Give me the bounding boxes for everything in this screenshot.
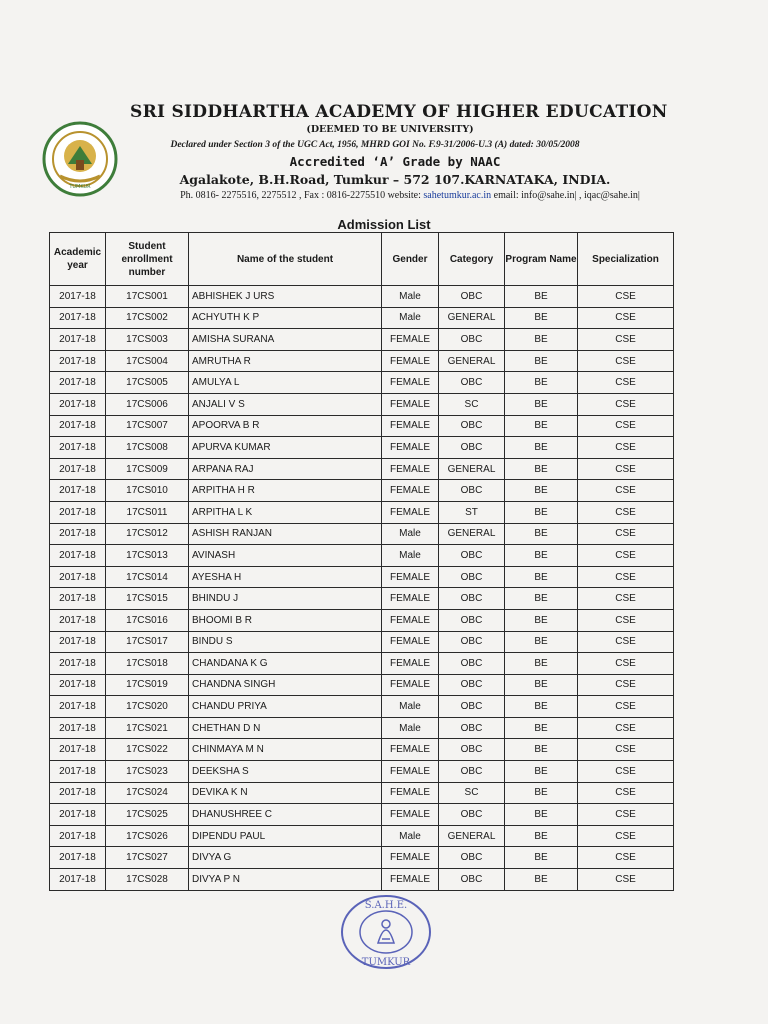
specialization-cell: CSE <box>578 350 674 372</box>
academic-year-cell: 2017-18 <box>50 782 106 804</box>
program-name-cell: BE <box>505 415 578 437</box>
student-name-cell: CHANDNA SINGH <box>189 674 382 696</box>
category-cell: ST <box>439 501 505 523</box>
enrollment-number-cell: 17CS006 <box>106 393 189 415</box>
student-name-cell: DIVYA G <box>189 847 382 869</box>
table-row <box>50 415 674 437</box>
enrollment-number-cell: 17CS013 <box>106 545 189 567</box>
gender-cell: Male <box>382 717 439 739</box>
gender-cell: FEMALE <box>382 415 439 437</box>
program-name-cell: BE <box>505 782 578 804</box>
student-name-cell: ARPANA RAJ <box>189 458 382 480</box>
university-logo <box>38 120 122 198</box>
academic-year-cell: 2017-18 <box>50 761 106 783</box>
table-row <box>50 307 674 329</box>
program-name-cell: BE <box>505 825 578 847</box>
specialization-cell: CSE <box>578 480 674 502</box>
program-name-cell: BE <box>505 437 578 459</box>
category-cell: GENERAL <box>439 307 505 329</box>
gender-cell: FEMALE <box>382 761 439 783</box>
col-enrollment-number: Student enrollment number <box>106 233 189 286</box>
category-cell: OBC <box>439 480 505 502</box>
student-name-cell: CHANDU PRIYA <box>189 696 382 718</box>
specialization-cell: CSE <box>578 782 674 804</box>
specialization-cell: CSE <box>578 588 674 610</box>
academic-year-cell: 2017-18 <box>50 523 106 545</box>
category-cell: GENERAL <box>439 458 505 480</box>
enrollment-number-cell: 17CS009 <box>106 458 189 480</box>
specialization-cell: CSE <box>578 523 674 545</box>
specialization-cell: CSE <box>578 825 674 847</box>
specialization-cell: CSE <box>578 847 674 869</box>
institution-status: (DEEMED TO BE UNIVERSITY) <box>306 124 474 135</box>
table-row <box>50 566 674 588</box>
category-cell: OBC <box>439 545 505 567</box>
academic-year-cell: 2017-18 <box>50 653 106 675</box>
academic-year-cell: 2017-18 <box>50 350 106 372</box>
specialization-cell: CSE <box>578 437 674 459</box>
col-gender: Gender <box>382 233 439 286</box>
academic-year-cell: 2017-18 <box>50 501 106 523</box>
specialization-cell: CSE <box>578 631 674 653</box>
academic-year-cell: 2017-18 <box>50 804 106 826</box>
svg-text:TUMKUR: TUMKUR <box>361 957 411 968</box>
program-name-cell: BE <box>505 588 578 610</box>
specialization-cell: CSE <box>578 329 674 351</box>
table-row <box>50 782 674 804</box>
table-row <box>50 653 674 675</box>
program-name-cell: BE <box>505 350 578 372</box>
enrollment-number-cell: 17CS001 <box>106 286 189 308</box>
specialization-cell: CSE <box>578 501 674 523</box>
category-cell: OBC <box>439 804 505 826</box>
category-cell: OBC <box>439 674 505 696</box>
col-academic-year: Academic year <box>50 233 106 286</box>
program-name-cell: BE <box>505 307 578 329</box>
academic-year-cell: 2017-18 <box>50 286 106 308</box>
enrollment-number-cell: 17CS021 <box>106 717 189 739</box>
gender-cell: FEMALE <box>382 458 439 480</box>
enrollment-number-cell: 17CS018 <box>106 653 189 675</box>
student-name-cell: AVINASH <box>189 545 382 567</box>
gender-cell: FEMALE <box>382 739 439 761</box>
specialization-cell: CSE <box>578 566 674 588</box>
student-name-cell: BHOOMI B R <box>189 609 382 631</box>
program-name-cell: BE <box>505 329 578 351</box>
specialization-cell: CSE <box>578 761 674 783</box>
program-name-cell: BE <box>505 501 578 523</box>
student-name-cell: AMULYA L <box>189 372 382 394</box>
category-cell: OBC <box>439 761 505 783</box>
student-name-cell: ABHISHEK J URS <box>189 286 382 308</box>
enrollment-number-cell: 17CS008 <box>106 437 189 459</box>
student-name-cell: APOORVA B R <box>189 415 382 437</box>
address-line: Agalakote, B.H.Road, Tumkur – 572 107.KARNATAKA, INDIA. <box>179 172 611 187</box>
enrollment-number-cell: 17CS007 <box>106 415 189 437</box>
table-row <box>50 761 674 783</box>
table-row <box>50 696 674 718</box>
gender-cell: FEMALE <box>382 393 439 415</box>
gender-cell: FEMALE <box>382 804 439 826</box>
gender-cell: FEMALE <box>382 674 439 696</box>
specialization-cell: CSE <box>578 458 674 480</box>
academic-year-cell: 2017-18 <box>50 372 106 394</box>
gender-cell: FEMALE <box>382 631 439 653</box>
specialization-cell: CSE <box>578 372 674 394</box>
enrollment-number-cell: 17CS027 <box>106 847 189 869</box>
student-name-cell: DIPENDU PAUL <box>189 825 382 847</box>
gender-cell: Male <box>382 307 439 329</box>
table-row <box>50 739 674 761</box>
student-name-cell: DHANUSHREE C <box>189 804 382 826</box>
program-name-cell: BE <box>505 458 578 480</box>
table-row <box>50 609 674 631</box>
student-name-cell: DEVIKA K N <box>189 782 382 804</box>
gender-cell: FEMALE <box>382 329 439 351</box>
student-name-cell: APURVA KUMAR <box>189 437 382 459</box>
program-name-cell: BE <box>505 393 578 415</box>
category-cell: OBC <box>439 286 505 308</box>
enrollment-number-cell: 17CS025 <box>106 804 189 826</box>
program-name-cell: BE <box>505 739 578 761</box>
student-name-cell: ANJALI V S <box>189 393 382 415</box>
col-category: Category <box>439 233 505 286</box>
student-name-cell: AMISHA SURANA <box>189 329 382 351</box>
program-name-cell: BE <box>505 372 578 394</box>
specialization-cell: CSE <box>578 653 674 675</box>
academic-year-cell: 2017-18 <box>50 329 106 351</box>
academic-year-cell: 2017-18 <box>50 545 106 567</box>
svg-text:TUMKUR: TUMKUR <box>69 184 91 190</box>
table-row <box>50 393 674 415</box>
category-cell: OBC <box>439 609 505 631</box>
category-cell: OBC <box>439 415 505 437</box>
col-program-name: Program Name <box>505 233 578 286</box>
academic-year-cell: 2017-18 <box>50 825 106 847</box>
program-name-cell: BE <box>505 286 578 308</box>
enrollment-number-cell: 17CS015 <box>106 588 189 610</box>
program-name-cell: BE <box>505 717 578 739</box>
specialization-cell: CSE <box>578 739 674 761</box>
academic-year-cell: 2017-18 <box>50 480 106 502</box>
academic-year-cell: 2017-18 <box>50 437 106 459</box>
program-name-cell: BE <box>505 869 578 891</box>
enrollment-number-cell: 17CS005 <box>106 372 189 394</box>
program-name-cell: BE <box>505 653 578 675</box>
table-row <box>50 804 674 826</box>
category-cell: OBC <box>439 717 505 739</box>
specialization-cell: CSE <box>578 804 674 826</box>
enrollment-number-cell: 17CS024 <box>106 782 189 804</box>
specialization-cell: CSE <box>578 286 674 308</box>
student-name-cell: AYESHA H <box>189 566 382 588</box>
program-name-cell: BE <box>505 696 578 718</box>
enrollment-number-cell: 17CS002 <box>106 307 189 329</box>
student-name-cell: ACHYUTH K P <box>189 307 382 329</box>
specialization-cell: CSE <box>578 415 674 437</box>
academic-year-cell: 2017-18 <box>50 674 106 696</box>
gender-cell: Male <box>382 523 439 545</box>
program-name-cell: BE <box>505 674 578 696</box>
col-specialization: Specialization <box>578 233 674 286</box>
gender-cell: FEMALE <box>382 869 439 891</box>
enrollment-number-cell: 17CS017 <box>106 631 189 653</box>
gender-cell: FEMALE <box>382 588 439 610</box>
table-row <box>50 350 674 372</box>
student-name-cell: DEEKSHA S <box>189 761 382 783</box>
category-cell: OBC <box>439 739 505 761</box>
gender-cell: Male <box>382 825 439 847</box>
university-seal <box>338 893 434 971</box>
gender-cell: FEMALE <box>382 480 439 502</box>
accreditation-line: Accredited ‘A’ Grade by NAAC <box>289 154 501 169</box>
student-name-cell: BINDU S <box>189 631 382 653</box>
category-cell: OBC <box>439 869 505 891</box>
gender-cell: Male <box>382 545 439 567</box>
table-row <box>50 847 674 869</box>
program-name-cell: BE <box>505 609 578 631</box>
category-cell: OBC <box>439 696 505 718</box>
category-cell: SC <box>439 393 505 415</box>
category-cell: GENERAL <box>439 523 505 545</box>
enrollment-number-cell: 17CS022 <box>106 739 189 761</box>
gender-cell: FEMALE <box>382 847 439 869</box>
category-cell: OBC <box>439 566 505 588</box>
program-name-cell: BE <box>505 480 578 502</box>
enrollment-number-cell: 17CS020 <box>106 696 189 718</box>
program-name-cell: BE <box>505 631 578 653</box>
specialization-cell: CSE <box>578 696 674 718</box>
table-body <box>50 286 674 891</box>
contact-phone-fax: Ph. 0816- 2275516, 2275512 , Fax : 0816-2275510 website: <box>180 190 424 201</box>
enrollment-number-cell: 17CS019 <box>106 674 189 696</box>
category-cell: OBC <box>439 437 505 459</box>
table-row <box>50 825 674 847</box>
student-name-cell: ASHISH RANJAN <box>189 523 382 545</box>
table-row <box>50 458 674 480</box>
table-row <box>50 674 674 696</box>
academic-year-cell: 2017-18 <box>50 566 106 588</box>
academic-year-cell: 2017-18 <box>50 415 106 437</box>
category-cell: OBC <box>439 372 505 394</box>
category-cell: GENERAL <box>439 825 505 847</box>
table-row <box>50 372 674 394</box>
table-row <box>50 480 674 502</box>
category-cell: OBC <box>439 329 505 351</box>
table-row <box>50 286 674 308</box>
enrollment-number-cell: 17CS004 <box>106 350 189 372</box>
table-row <box>50 501 674 523</box>
contact-line <box>100 190 720 201</box>
enrollment-number-cell: 17CS014 <box>106 566 189 588</box>
program-name-cell: BE <box>505 523 578 545</box>
specialization-cell: CSE <box>578 674 674 696</box>
program-name-cell: BE <box>505 847 578 869</box>
academic-year-cell: 2017-18 <box>50 696 106 718</box>
academic-year-cell: 2017-18 <box>50 393 106 415</box>
category-cell: OBC <box>439 847 505 869</box>
student-name-cell: AMRUTHA R <box>189 350 382 372</box>
student-name-cell: CHETHAN D N <box>189 717 382 739</box>
table-row <box>50 588 674 610</box>
enrollment-number-cell: 17CS026 <box>106 825 189 847</box>
admission-table <box>49 232 674 891</box>
gender-cell: FEMALE <box>382 566 439 588</box>
table-row <box>50 329 674 351</box>
table-row <box>50 545 674 567</box>
list-title: Admission List <box>337 217 431 232</box>
academic-year-cell: 2017-18 <box>50 307 106 329</box>
academic-year-cell: 2017-18 <box>50 739 106 761</box>
enrollment-number-cell: 17CS003 <box>106 329 189 351</box>
table-row <box>50 717 674 739</box>
specialization-cell: CSE <box>578 717 674 739</box>
enrollment-number-cell: 17CS012 <box>106 523 189 545</box>
enrollment-number-cell: 17CS016 <box>106 609 189 631</box>
specialization-cell: CSE <box>578 393 674 415</box>
specialization-cell: CSE <box>578 609 674 631</box>
gender-cell: FEMALE <box>382 609 439 631</box>
gender-cell: FEMALE <box>382 501 439 523</box>
category-cell: OBC <box>439 588 505 610</box>
svg-text:S.A.H.E.: S.A.H.E. <box>364 900 408 911</box>
enrollment-number-cell: 17CS010 <box>106 480 189 502</box>
specialization-cell: CSE <box>578 307 674 329</box>
academic-year-cell: 2017-18 <box>50 588 106 610</box>
student-name-cell: ARPITHA H R <box>189 480 382 502</box>
category-cell: OBC <box>439 631 505 653</box>
student-name-cell: BHINDU J <box>189 588 382 610</box>
program-name-cell: BE <box>505 545 578 567</box>
declaration-line: Declared under Section 3 of the UGC Act, 1956, MHRD GOI No. F.9-31/2006-U.3 (A) dated: 30/05/2008 <box>170 140 580 150</box>
table-row <box>50 523 674 545</box>
academic-year-cell: 2017-18 <box>50 847 106 869</box>
enrollment-number-cell: 17CS028 <box>106 869 189 891</box>
table-header-row <box>50 233 674 286</box>
col-student-name: Name of the student <box>189 233 382 286</box>
category-cell: GENERAL <box>439 350 505 372</box>
table-row <box>50 869 674 891</box>
gender-cell: FEMALE <box>382 372 439 394</box>
gender-cell: FEMALE <box>382 437 439 459</box>
gender-cell: FEMALE <box>382 653 439 675</box>
contact-email: email: info@sahe.in| , iqac@sahe.in| <box>491 190 640 201</box>
gender-cell: Male <box>382 286 439 308</box>
academic-year-cell: 2017-18 <box>50 609 106 631</box>
gender-cell: FEMALE <box>382 782 439 804</box>
student-name-cell: CHINMAYA M N <box>189 739 382 761</box>
gender-cell: Male <box>382 696 439 718</box>
table-row <box>50 631 674 653</box>
program-name-cell: BE <box>505 761 578 783</box>
gender-cell: FEMALE <box>382 350 439 372</box>
specialization-cell: CSE <box>578 869 674 891</box>
program-name-cell: BE <box>505 566 578 588</box>
category-cell: OBC <box>439 653 505 675</box>
category-cell: SC <box>439 782 505 804</box>
student-name-cell: CHANDANA K G <box>189 653 382 675</box>
table-row <box>50 437 674 459</box>
academic-year-cell: 2017-18 <box>50 869 106 891</box>
academic-year-cell: 2017-18 <box>50 631 106 653</box>
enrollment-number-cell: 17CS023 <box>106 761 189 783</box>
student-name-cell: ARPITHA L K <box>189 501 382 523</box>
academic-year-cell: 2017-18 <box>50 717 106 739</box>
website-link[interactable]: sahetumkur.ac.in <box>423 190 492 201</box>
student-name-cell: DIVYA P N <box>189 869 382 891</box>
specialization-cell: CSE <box>578 545 674 567</box>
institution-name: SRI SIDDHARTHA ACADEMY OF HIGHER EDUCATION <box>130 102 668 122</box>
academic-year-cell: 2017-18 <box>50 458 106 480</box>
program-name-cell: BE <box>505 804 578 826</box>
enrollment-number-cell: 17CS011 <box>106 501 189 523</box>
